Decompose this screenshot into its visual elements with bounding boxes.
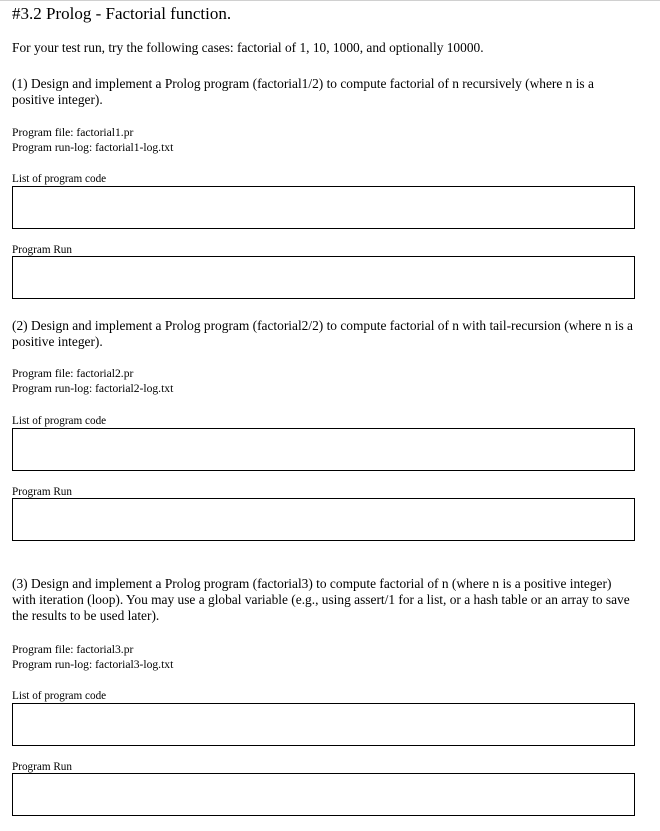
section-3-run-box[interactable]: [12, 773, 635, 816]
top-border: [0, 0, 660, 1]
section-1-run-box[interactable]: [12, 256, 635, 299]
section-1-program-file: Program file: factorial1.pr: [12, 126, 134, 139]
section-3-code-label: List of program code: [12, 690, 107, 702]
section-1-code-box[interactable]: [12, 186, 635, 229]
section-1-description: (1) Design and implement a Prolog program (factorial1/2) to compute factorial of n recursively (where n is a positive integer).: [12, 76, 594, 107]
section-1-run-log: Program run-log: factorial1-log.txt: [12, 141, 174, 154]
section-2-code-box[interactable]: [12, 428, 635, 471]
section-2-description: (2) Design and implement a Prolog program (factorial2/2) to compute factorial of n with tail-recursion (where n is a positive integer).: [12, 318, 633, 349]
section-2-program-file: Program file: factorial2.pr: [12, 367, 134, 380]
page-title: #3.2 Prolog - Factorial function.: [12, 4, 232, 23]
section-2-run-label: Program Run: [12, 486, 72, 498]
section-2-run-box[interactable]: [12, 498, 635, 541]
section-3-run-label: Program Run: [12, 761, 72, 773]
section-3-description: (3) Design and implement a Prolog program (factorial3) to compute factorial of n (where n is a positive integer) with iteration (loop). You may use a global variable (e.g., using assert/1 for a list, or a hash table or an array to save the results to be used later).: [12, 576, 630, 623]
section-3-program-file: Program file: factorial3.pr: [12, 643, 134, 656]
section-2-run-log: Program run-log: factorial2-log.txt: [12, 382, 174, 395]
section-3-code-box[interactable]: [12, 703, 635, 746]
section-2-code-label: List of program code: [12, 415, 107, 427]
intro-text: For your test run, try the following cases: factorial of 1, 10, 1000, and optionally 10000.: [12, 40, 484, 55]
section-1-code-label: List of program code: [12, 173, 107, 185]
section-3-run-log: Program run-log: factorial3-log.txt: [12, 658, 174, 671]
section-1-run-label: Program Run: [12, 244, 72, 256]
